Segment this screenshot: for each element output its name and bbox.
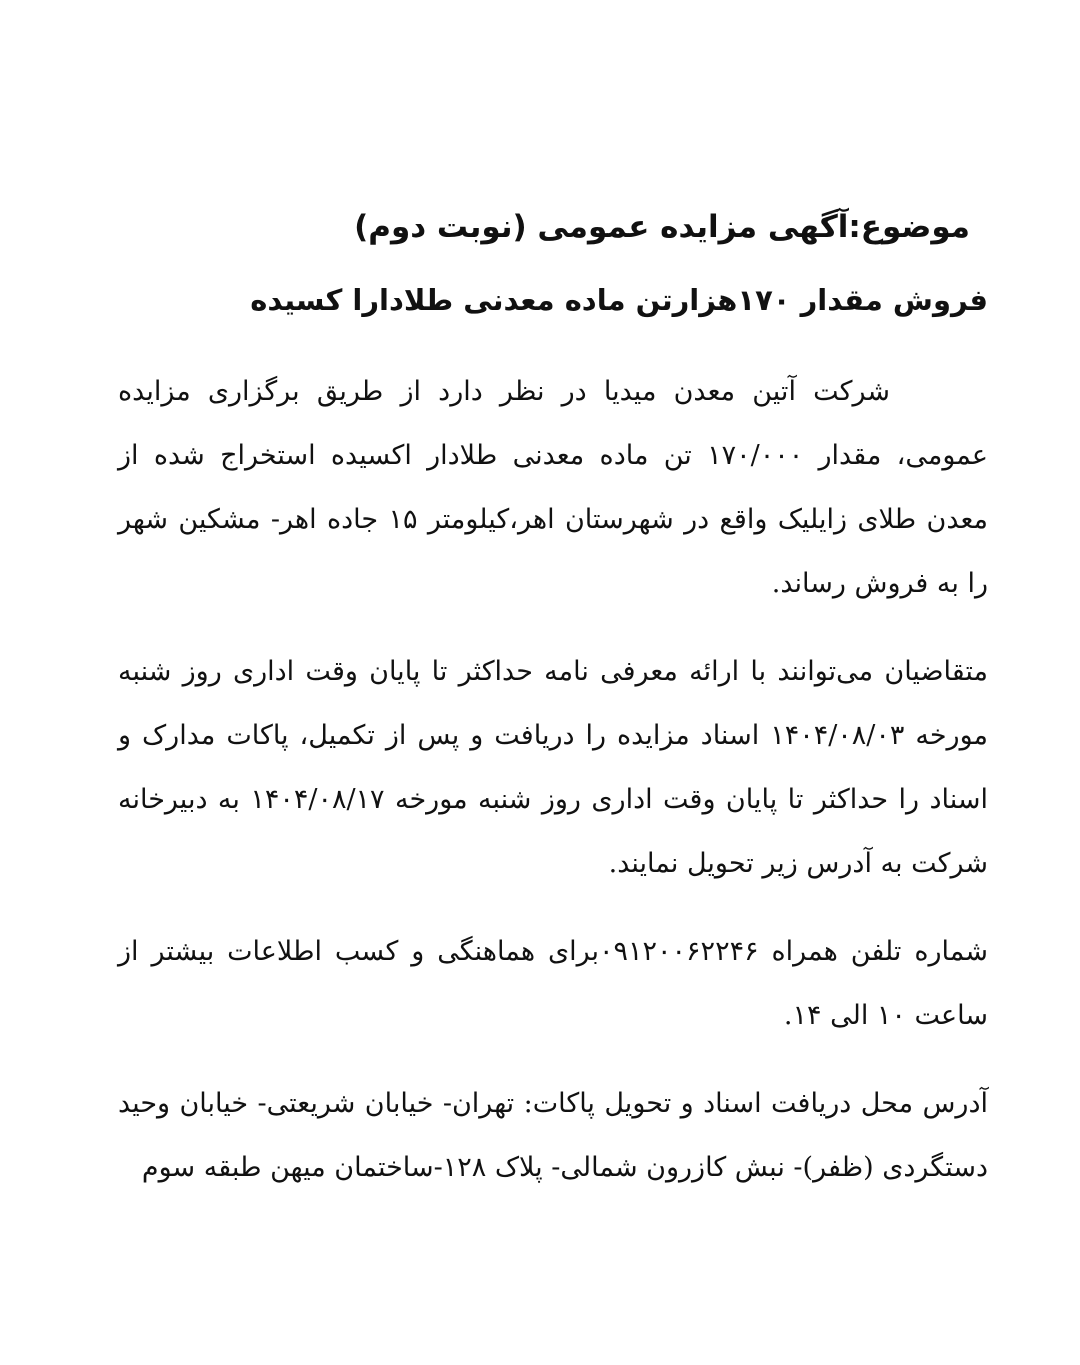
announcement-headline: فروش مقدار ۱۷۰هزارتن ماده معدنی طلادارا کسیده <box>250 283 988 317</box>
address-paragraph: آدرس محل دریافت اسناد و تحویل پاکات: تهران- خیابان شریعتی- خیابان وحید دستگردی (ظفر)- نبش کازرون شمالی- پلاک ۱۲۸-ساختمان میهن طبقه سوم <box>118 1088 988 1183</box>
announcement-subject: موضوع:آگهی مزایده عمومی (نوبت دوم) <box>354 209 970 245</box>
intro-paragraph: شرکت آتین معدن میدیا در نظر دارد از طریق برگزاری مزایده عمومی، مقدار ۱۷۰/۰۰۰ تن ماده معدنی طلادار اکسیده استخراج شده از معدن طلای زایلیک واقع در شهرستان اهر،کیلومتر ۱۵ جاده اهر- مشکین شهر را به فروش رساند. <box>118 376 988 599</box>
contact-paragraph: شماره تلفن همراه ۰۹۱۲۰۰۶۲۲۴۶برای هماهنگی و کسب اطلاعات بیشتر از ساعت ۱۰ الی ۱۴. <box>118 936 988 1031</box>
announcement-document <box>118 190 988 1224</box>
deadline-paragraph: متقاضیان می‌توانند با ارائه معرفی نامه حداکثر تا پایان وقت اداری روز شنبه مورخه ۱۴۰۴/۰۸/۰۳ اسناد مزایده را دریافت و پس از تکمیل، پاکات مدارک و اسناد را حداکثر تا پایان وقت اداری روز شنبه مورخه ۱۴۰۴/۰۸/۱۷ به دبیرخانه شرکت به آدرس زیر تحویل نمایند. <box>118 656 988 879</box>
